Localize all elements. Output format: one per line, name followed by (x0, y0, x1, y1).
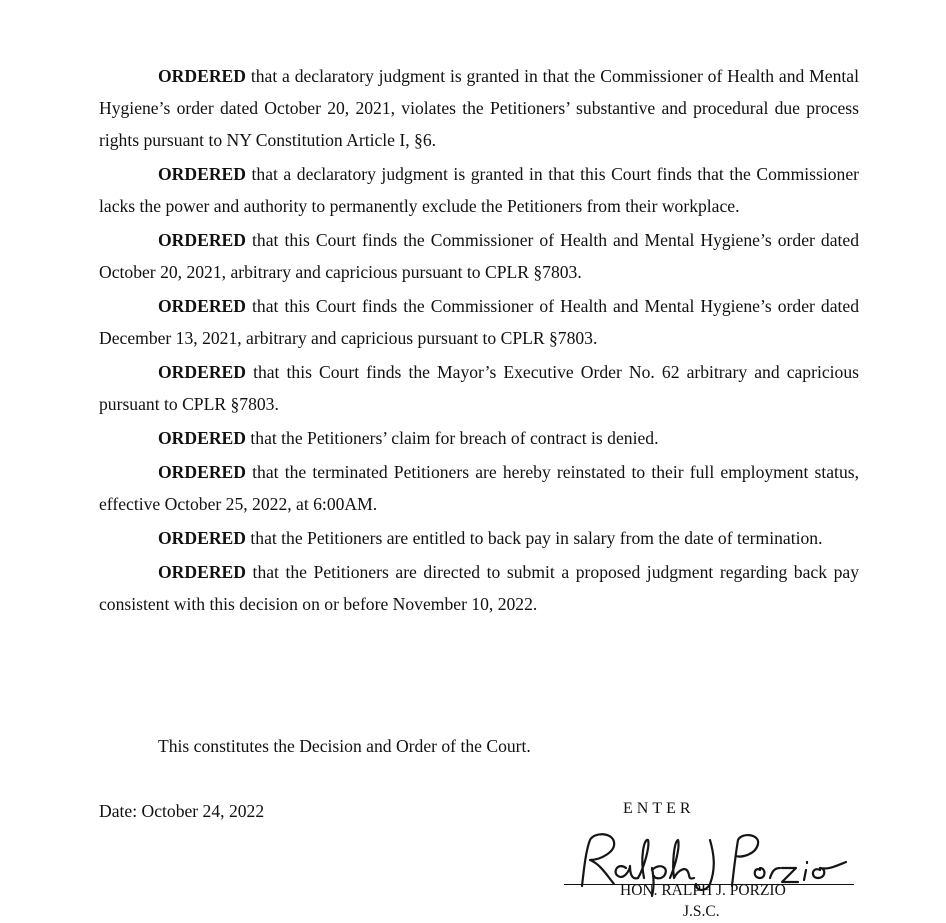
order-paragraph (99, 422, 859, 454)
order-paragraph (99, 60, 859, 156)
order-paragraphs (99, 60, 859, 622)
order-text: that the Petitioners’ claim for breach of contract is denied. (245, 428, 659, 448)
order-paragraph (99, 356, 859, 420)
order-paragraph (99, 456, 859, 520)
order-text: that the terminated Petitioners are hereby reinstated to their full employment status, effective October 25, 2022, at 6:00AM. (99, 462, 859, 514)
ordered-keyword: ORDERED (158, 230, 246, 250)
judge-title: J.S.C. (683, 903, 720, 920)
ordered-keyword: ORDERED (158, 462, 246, 482)
order-paragraph (99, 556, 859, 620)
order-text: that a declaratory judgment is granted in that this Court finds that the Commissioner lacks the power and authority to permanently exclude the Petitioners from their workplace. (99, 164, 859, 216)
ordered-keyword: ORDERED (158, 66, 246, 86)
order-paragraph (99, 158, 859, 222)
order-text: that the Petitioners are entitled to back pay in salary from the date of termination. (245, 528, 823, 548)
order-paragraph (99, 224, 859, 288)
ordered-keyword: ORDERED (158, 296, 246, 316)
order-text: that this Court finds the Mayor’s Executive Order No. 62 arbitrary and capricious pursuant to CPLR §7803. (99, 362, 859, 414)
decision-date: Date: October 24, 2022 (99, 801, 265, 821)
order-text: that this Court finds the Commissioner of Health and Mental Hygiene’s order dated October 20, 2021, arbitrary and capricious pursuant to CPLR §7803. (99, 230, 859, 282)
judge-name: HON. RALPH J. PORZIO (620, 882, 786, 899)
ordered-keyword: ORDERED (158, 164, 246, 184)
order-text: that this Court finds the Commissioner of Health and Mental Hygiene’s order dated December 13, 2021, arbitrary and capricious pursuant to CPLR §7803. (99, 296, 859, 348)
closing-statement: This constitutes the Decision and Order of the Court. (158, 736, 531, 756)
ordered-keyword: ORDERED (158, 362, 246, 382)
ordered-keyword: ORDERED (158, 428, 246, 448)
order-text: that a declaratory judgment is granted in that the Commissioner of Health and Mental Hygiene’s order dated October 20, 2021, violates the Petitioners’ substantive and procedural due process rights pursuant to NY Constitution Article I, §6. (99, 66, 859, 150)
enter-label: ENTER (623, 800, 695, 817)
order-paragraph (99, 522, 859, 554)
order-paragraph (99, 290, 859, 354)
ordered-keyword: ORDERED (158, 528, 246, 548)
ordered-keyword: ORDERED (158, 562, 246, 582)
order-text: that the Petitioners are directed to submit a proposed judgment regarding back pay consistent with this decision on or before November 10, 2022. (99, 562, 859, 614)
